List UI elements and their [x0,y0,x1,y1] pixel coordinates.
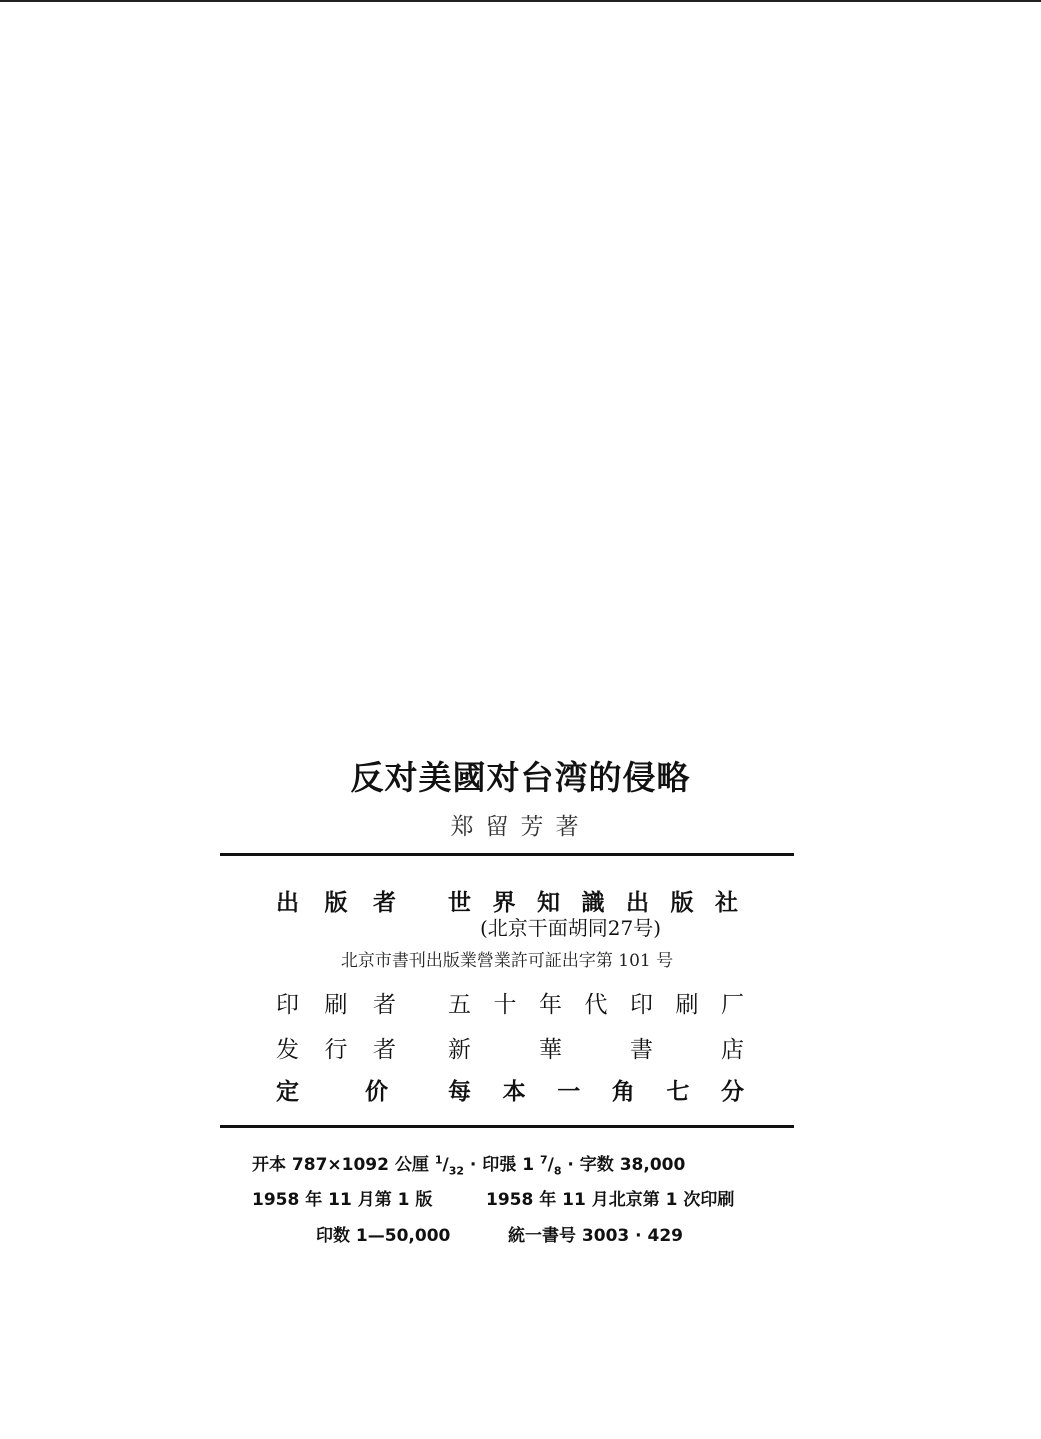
value-char: 知 [537,890,560,916]
publishing-license: 北京市書刊出版業營業許可証出字第 101 号 [340,951,674,971]
value-char: 華 [539,1037,562,1063]
format-fraction-num: 1 [434,1153,443,1167]
label-char: 者 [373,890,396,916]
label-char: 者 [373,992,396,1018]
label-char: 刷 [324,992,348,1018]
publisher-address: (北京干面胡同27号) [480,916,662,940]
format-line: 开本 787×1092 公厘 $^1/_{32}$ · 印張 1 $^7/_8$ · 字数 38,000 [252,1153,686,1178]
value-char: 本 [502,1079,526,1105]
sheets-count: · 印張 1 [469,1155,535,1175]
value-char: 代 [584,992,608,1018]
unified-book-number: 統一書号 3003 · 429 [508,1226,684,1246]
value-char: 識 [581,890,605,916]
label-char: 定 [276,1079,299,1105]
value-char: 世 [448,890,471,916]
value-char: 新 [448,1037,471,1063]
value-char: 社 [715,890,738,916]
value-char: 五 [448,992,471,1018]
value-char: 印 [630,992,653,1018]
printer-name [448,986,744,1019]
upper-divider [220,853,794,856]
book-title: 反对美國对台湾的侵略 [350,758,691,797]
value-char: 出 [626,890,649,916]
value-char: 書 [630,1037,653,1063]
label-char: 发 [276,1037,299,1063]
price-label [276,1073,388,1106]
label-char: 行 [324,1037,348,1063]
price-row [276,1073,746,1107]
distributor-label [276,1031,396,1064]
print-run: 印数 1—50,000 [316,1226,451,1246]
value-char: 店 [721,1037,744,1063]
value-char: 版 [670,890,694,916]
author-line: 郑留芳著 [450,814,591,840]
format-fraction-den: 32 [448,1164,464,1178]
publisher-label [276,884,396,917]
value-char: 十 [493,992,517,1018]
value-char: 七 [666,1079,690,1105]
label-char: 价 [365,1079,388,1105]
sheets-fraction-num: 7 [539,1153,548,1167]
value-char: 界 [492,890,516,916]
label-char: 版 [324,890,348,916]
value-char: 角 [611,1079,635,1105]
format-size: 开本 787×1092 公厘 [252,1155,429,1175]
printer-row [276,986,746,1020]
value-char: 每 [448,1079,471,1105]
value-char: 分 [720,1079,744,1105]
word-count: · 字数 38,000 [567,1155,686,1175]
value-char: 一 [557,1079,581,1105]
value-char: 厂 [721,992,744,1018]
lower-divider [220,1125,794,1128]
value-char: 刷 [675,992,699,1018]
label-char: 者 [373,1037,396,1063]
label-char: 印 [276,992,299,1018]
distributor-row [276,1031,746,1065]
price-value [448,1073,744,1106]
value-char: 年 [539,992,562,1018]
printer-label [276,986,396,1019]
distributor-name [448,1031,744,1064]
first-edition: 1958 年 11 月第 1 版 [252,1190,433,1210]
top-border-line [0,0,1041,2]
sheets-fraction-den: 8 [553,1164,562,1178]
first-printing: 1958 年 11 月北京第 1 次印刷 [486,1190,735,1210]
label-char: 出 [276,890,299,916]
